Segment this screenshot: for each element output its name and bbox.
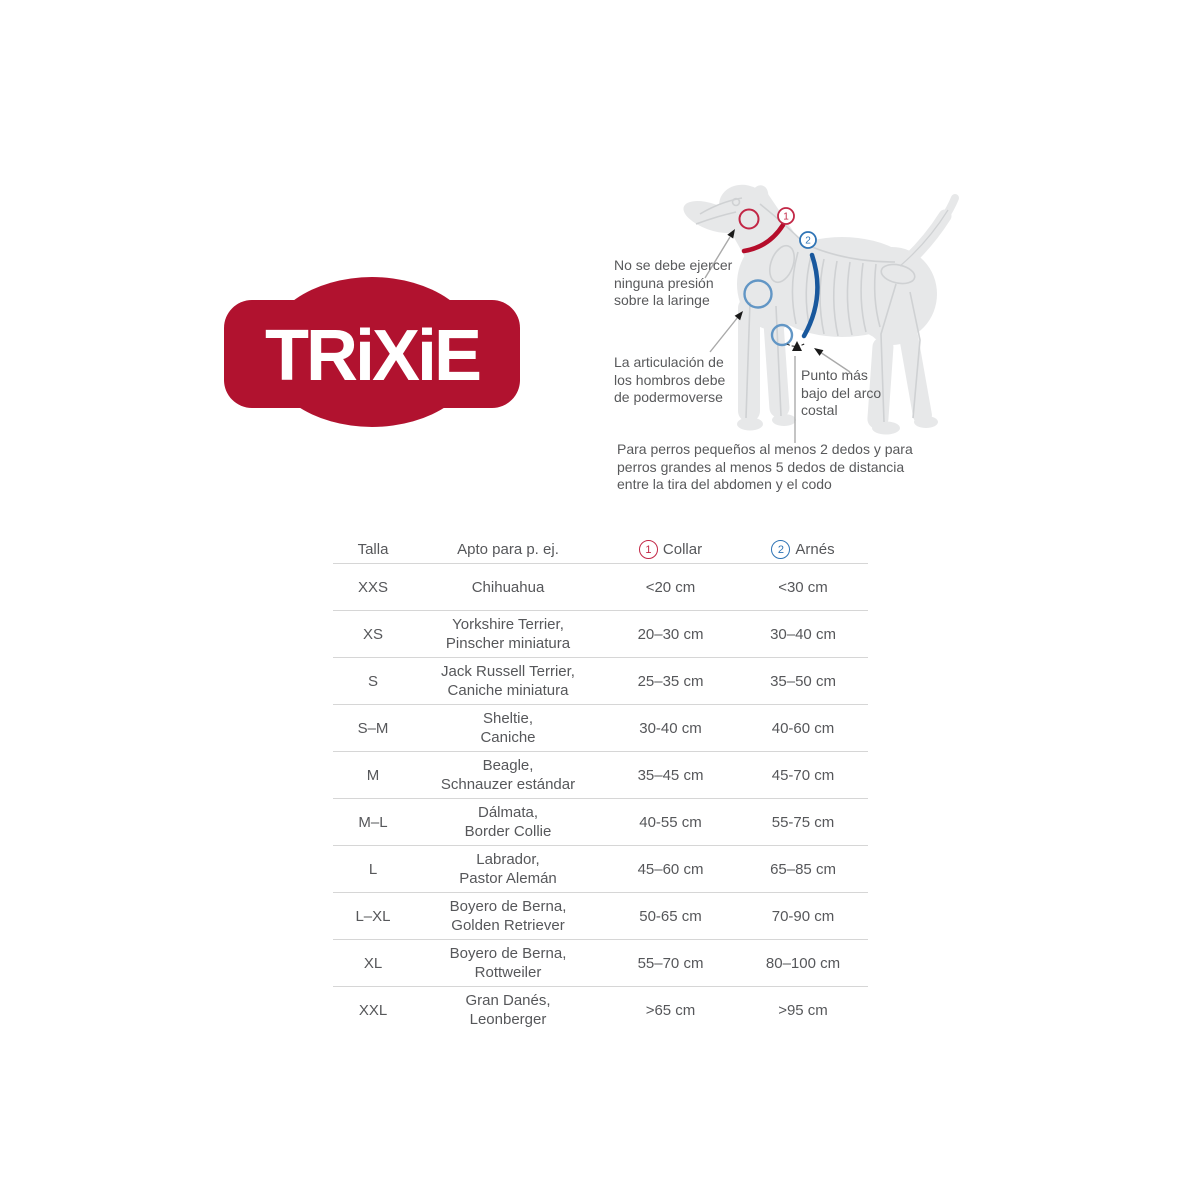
breed-line: Boyero de Berna, [449, 945, 567, 962]
collar-cell: 20–30 cm [637, 625, 704, 643]
note-line: bajo del arco [801, 384, 882, 401]
breed-cell [413, 803, 603, 841]
arrowhead-to-rib-icon [814, 348, 823, 356]
harness-cell: 30–40 cm [770, 625, 836, 643]
collar-cell: >65 cm [645, 1001, 696, 1019]
breed-line: Border Collie [464, 823, 552, 840]
note-line: sobre la laringe [614, 292, 710, 308]
header-size: Talla [357, 541, 389, 558]
table-row [333, 893, 868, 939]
breed-line: Sheltie, [482, 710, 534, 727]
table-row [333, 846, 868, 892]
breed-cell [413, 991, 603, 1029]
table-header-row [333, 536, 868, 563]
size-cell: XXL [358, 1001, 388, 1019]
table-row [333, 658, 868, 704]
harness-cell: 70-90 cm [771, 907, 835, 925]
note-line: costal [801, 402, 838, 418]
note-line: Punto más [801, 367, 868, 383]
size-cell: M [366, 766, 380, 784]
collar-cell: 55–70 cm [637, 954, 704, 972]
note-larynx [614, 257, 732, 310]
note-line: Para perros pequeños al menos 2 dedos y para [617, 441, 913, 457]
size-cell: XS [362, 625, 383, 643]
breed-line: Yorkshire Terrier, [452, 616, 564, 633]
header-suitable-for: Apto para p. ej. [457, 541, 559, 558]
size-cell: XL [363, 954, 383, 972]
breed-line: Leonberger [469, 1011, 547, 1028]
harness-cell: 45-70 cm [771, 766, 835, 784]
breed-line: Rottweiler [474, 964, 542, 981]
size-cell: L–XL [355, 907, 391, 925]
header-harness-label: Arnés [795, 541, 835, 558]
harness-cell: 55-75 cm [771, 813, 835, 831]
header-collar [603, 540, 738, 559]
breed-cell [413, 897, 603, 935]
header-collar-label: Collar [662, 541, 703, 558]
collar-cell: 30-40 cm [639, 719, 702, 737]
breed-line: Chihuahua [471, 578, 545, 596]
table-row [333, 705, 868, 751]
size-cell: L [368, 860, 378, 878]
collar-cell: 40-55 cm [639, 813, 702, 831]
breed-cell [413, 615, 603, 653]
size-table [333, 536, 868, 1033]
collar-cell: 45–60 cm [637, 860, 704, 878]
breed-cell [413, 944, 603, 982]
note-belly-strap [617, 441, 947, 494]
breed-line: Boyero de Berna, [449, 898, 567, 915]
breed-line: Labrador, [476, 851, 540, 868]
note-line: La articulación de [614, 354, 724, 370]
breed-line: Beagle, [482, 757, 534, 774]
harness-number: 2 [777, 543, 784, 556]
harness-cell: 65–85 cm [770, 860, 836, 878]
harness-cell: <30 cm [778, 578, 828, 596]
harness-number-badge-icon [771, 540, 790, 559]
collar-cell: 50-65 cm [639, 907, 702, 925]
trixie-logo-graphic [222, 276, 522, 428]
harness-cell: 80–100 cm [765, 954, 841, 972]
note-shoulder [614, 354, 725, 407]
size-cell: S–M [357, 719, 389, 737]
table-row [333, 611, 868, 657]
harness-cell: 35–50 cm [770, 672, 836, 690]
collar-cell: 35–45 cm [637, 766, 704, 784]
table-row [333, 752, 868, 798]
note-line: perros grandes al menos 5 dedos de distancia [617, 458, 905, 475]
harness-cell: >95 cm [778, 1001, 828, 1019]
breed-cell [413, 756, 603, 794]
breed-line: Jack Russell Terrier, [441, 663, 575, 680]
note-line: entre la tira del abdomen y el codo [617, 476, 832, 492]
collar-cell: 25–35 cm [637, 672, 704, 690]
table-row [333, 940, 868, 986]
collar-cell: <20 cm [645, 578, 696, 596]
breed-line: Golden Retriever [451, 917, 565, 934]
table-row [333, 987, 868, 1033]
breed-cell [413, 850, 603, 888]
breed-line: Caniche [480, 729, 536, 746]
breed-line: Pastor Alemán [459, 870, 557, 887]
breed-line: Dálmata, [477, 804, 539, 821]
collar-number: 1 [645, 543, 652, 556]
collar-number-badge-icon [639, 540, 658, 559]
trixie-logo-text: TRiXiE [264, 316, 480, 396]
size-cell: S [367, 672, 378, 690]
breed-line: Schnauzer estándar [440, 776, 576, 793]
harness-marker-number: 2 [805, 235, 811, 247]
harness-cell: 40-60 cm [771, 719, 835, 737]
table-row [333, 799, 868, 845]
breed-cell [413, 578, 603, 597]
table-row [333, 564, 868, 610]
size-cell: M–L [358, 813, 388, 831]
size-cell: XXS [357, 578, 388, 596]
note-line: ninguna presión [614, 274, 714, 291]
breed-line: Pinscher miniatura [445, 635, 571, 652]
trixie-logo [222, 276, 522, 428]
collar-marker-number: 1 [783, 211, 789, 223]
breed-line: Caniche miniatura [447, 682, 569, 699]
note-rib-point [801, 367, 881, 420]
header-harness [738, 540, 868, 559]
note-line: de podermoverse [614, 389, 723, 405]
note-line: No se debe ejercer [614, 257, 733, 273]
breed-cell [413, 662, 603, 700]
note-line: los hombros debe [614, 371, 726, 388]
breed-cell [413, 709, 603, 747]
breed-line: Gran Danés, [465, 992, 551, 1009]
